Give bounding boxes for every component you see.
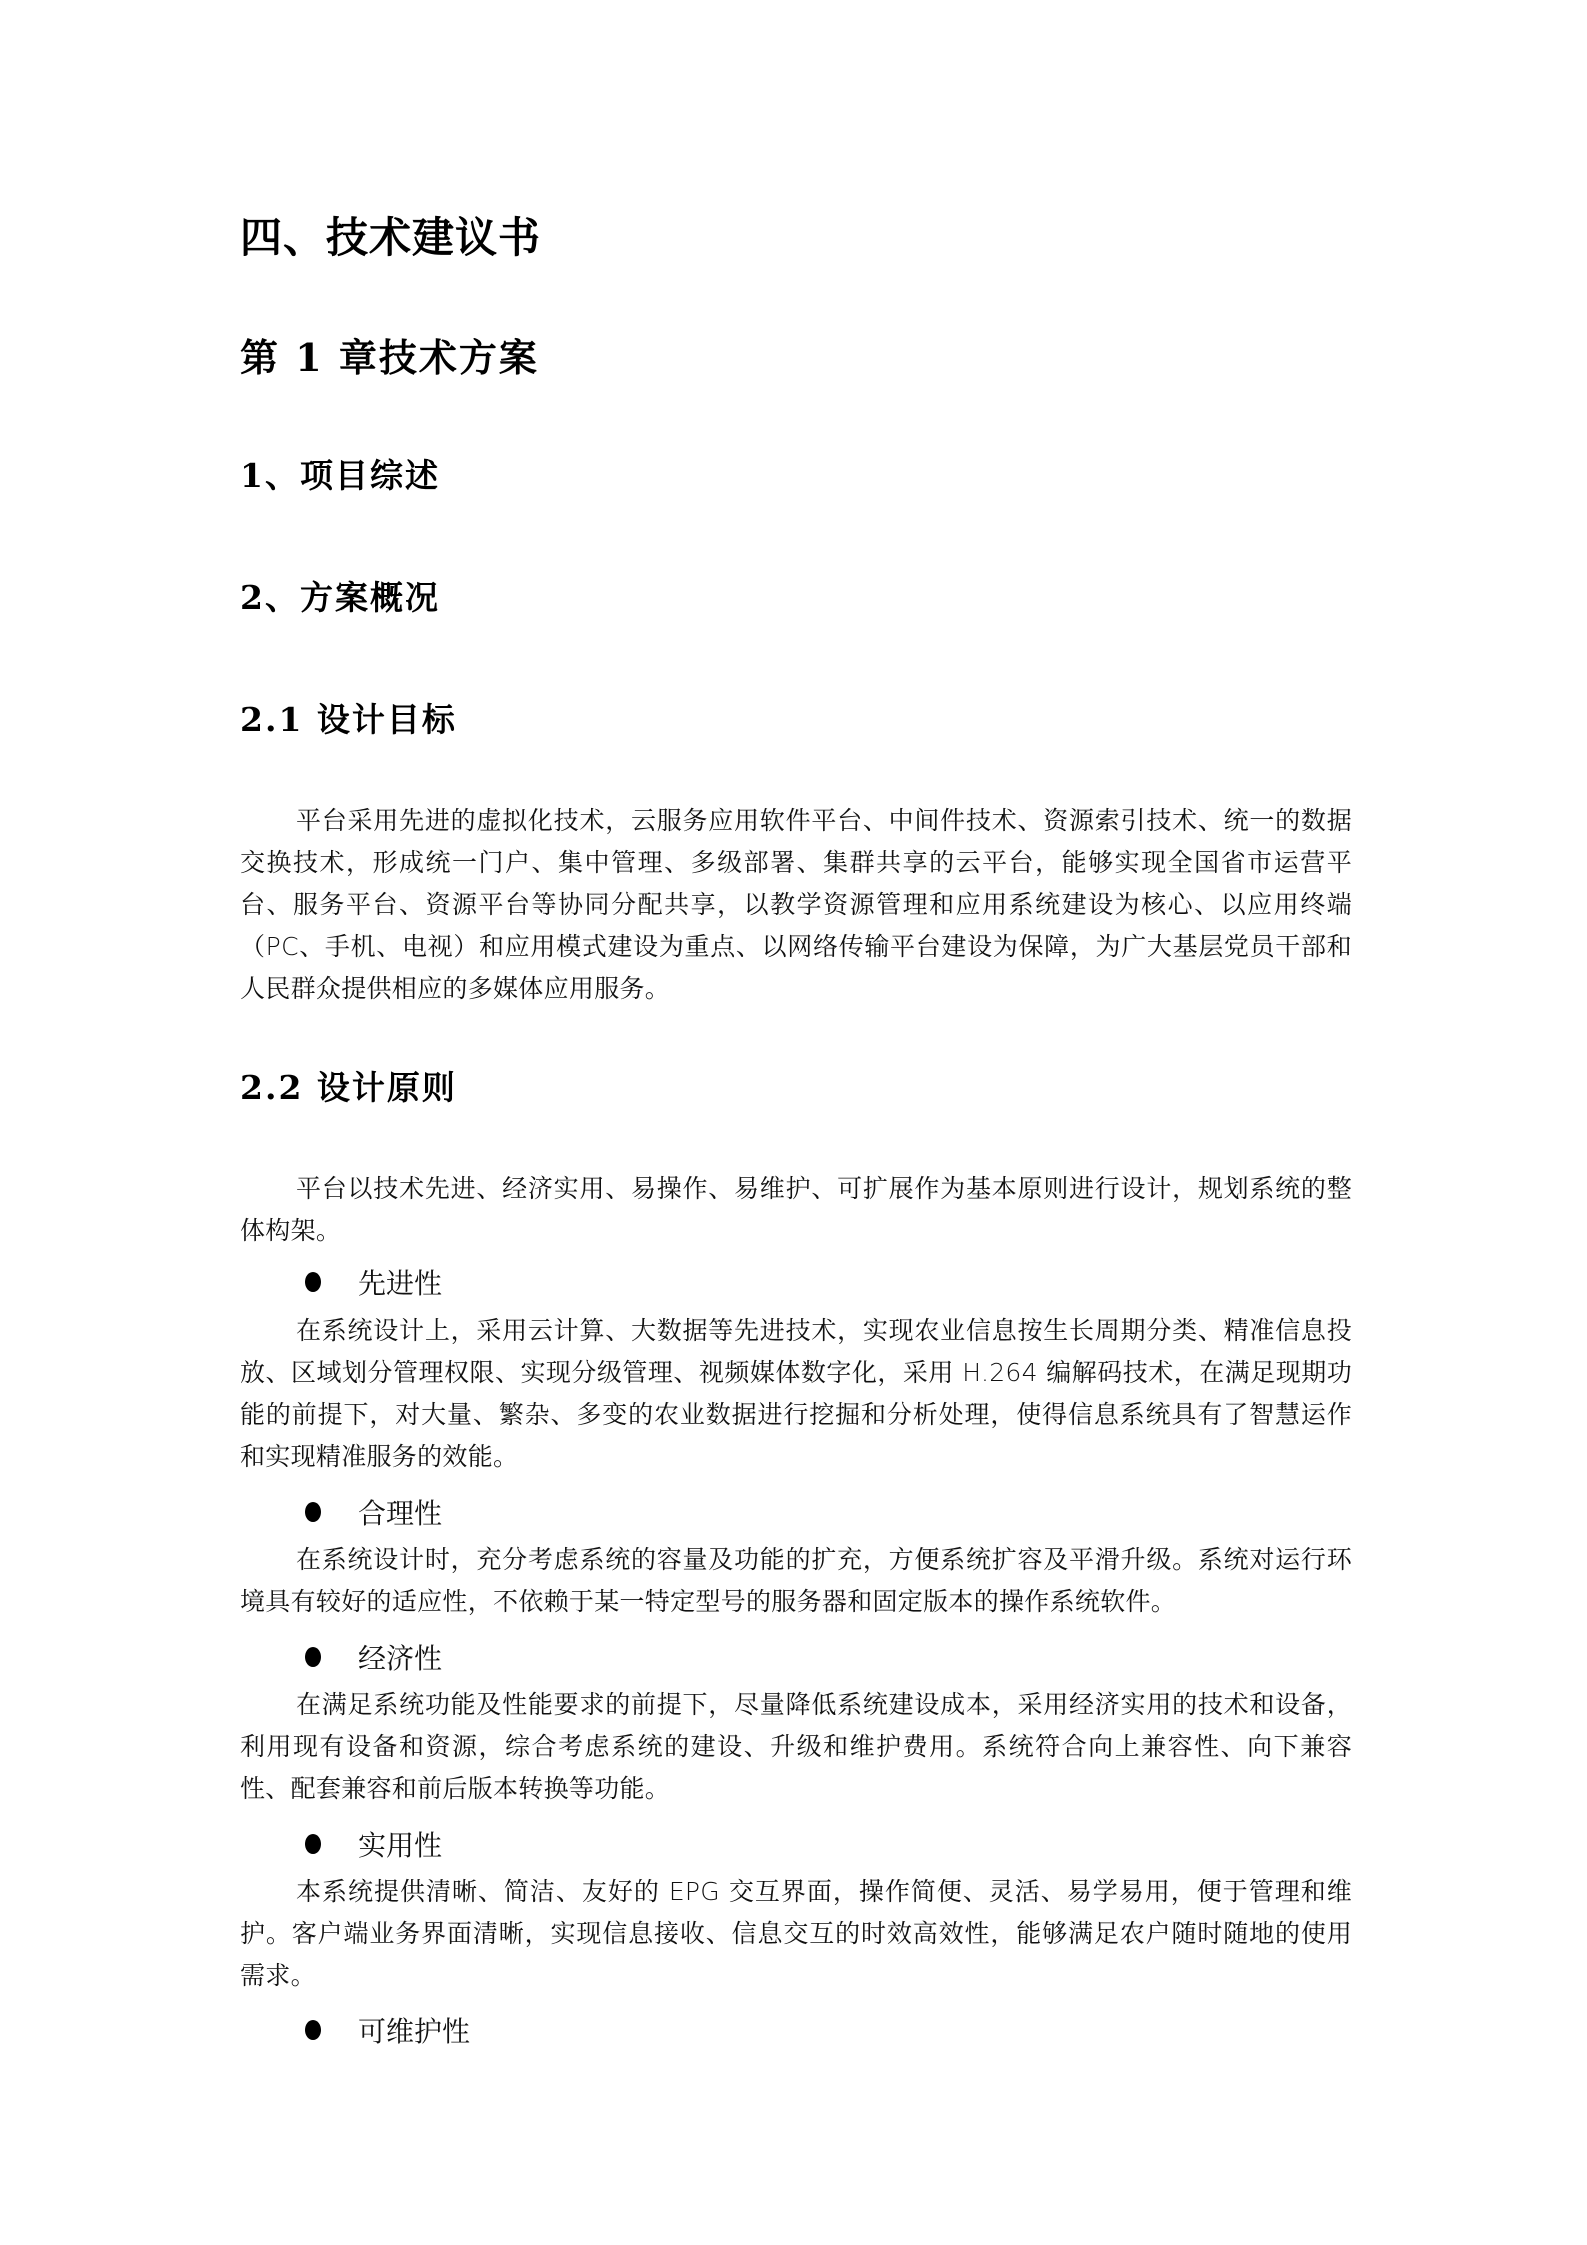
principle-label: 合理性 xyxy=(358,1497,443,1530)
principle-bullet-practicality xyxy=(305,1824,442,1864)
section-title-design-goals: 2.1 设计目标 xyxy=(240,700,457,739)
section-title-solution-overview: 2、方案概况 xyxy=(240,578,440,617)
principle-label: 实用性 xyxy=(358,1829,443,1862)
principle-label: 经济性 xyxy=(358,1642,443,1675)
chapter-title: 第 1 章技术方案 xyxy=(240,335,539,380)
principle-bullet-economy xyxy=(305,1637,442,1677)
section-title-project-overview: 1、项目综述 xyxy=(240,456,440,495)
principle-text-practicality: 本系统提供清晰、简洁、友好的 EPG 交互界面，操作简便、灵活、易学易用，便于管理和维护。客户端业务界面清晰，实现信息接收、信息交互的时效高效性，能够满足农户随时随地的使用需求。 xyxy=(240,1877,1352,1990)
principle-label: 可维护性 xyxy=(358,2015,471,2048)
principle-text-economy: 在满足系统功能及性能要求的前提下，尽量降低系统建设成本，采用经济实用的技术和设备，利用现有设备和资源，综合考虑系统的建设、升级和维护费用。系统符合向上兼容性、向下兼容性、配套兼容和前后版本转换等功能。 xyxy=(240,1690,1352,1803)
principle-text-rationality: 在系统设计时，充分考虑系统的容量及功能的扩充，方便系统扩容及平滑升级。系统对运行环境具有较好的适应性，不依赖于某一特定型号的服务器和固定版本的操作系统软件。 xyxy=(240,1545,1352,1616)
bullet-dot-icon xyxy=(305,1502,321,1522)
part-title: 四、技术建议书 xyxy=(240,213,542,262)
principle-text-advanced: 在系统设计上，采用云计算、大数据等先进技术，实现农业信息按生长周期分类、精准信息投放、区域划分管理权限、实现分级管理、视频媒体数字化，采用 H.264 编解码技术，在满足现期功能的前提下，对大量、繁杂、多变的农业数据进行挖掘和分析处理，使得信息系统具有了智慧运作和实现精准服务的效能。 xyxy=(240,1316,1352,1471)
bullet-dot-icon xyxy=(305,2020,321,2040)
principle-bullet-advanced xyxy=(305,1262,442,1302)
bullet-dot-icon xyxy=(305,1834,321,1854)
bullet-dot-icon xyxy=(305,1272,321,1292)
principle-label: 先进性 xyxy=(358,1267,443,1300)
design-principles-paragraph: 平台以技术先进、经济实用、易操作、易维护、可扩展作为基本原则进行设计，规划系统的整体构架。 xyxy=(240,1174,1352,1245)
design-goals-paragraph: 平台采用先进的虚拟化技术，云服务应用软件平台、中间件技术、资源索引技术、统一的数据交换技术，形成统一门户、集中管理、多级部署、集群共享的云平台，能够实现全国省市运营平台、服务平台、资源平台等协同分配共享，以教学资源管理和应用系统建设为核心、以应用终端（PC、手机、电视）和应用模式建设为重点、以网络传输平台建设为保障，为广大基层党员干部和人民群众提供相应的多媒体应用服务。 xyxy=(240,806,1352,1003)
principle-bullet-maintainability xyxy=(305,2010,470,2050)
principle-bullet-rationality xyxy=(305,1492,442,1532)
section-title-design-principles: 2.2 设计原则 xyxy=(240,1068,457,1107)
bullet-dot-icon xyxy=(305,1647,321,1667)
